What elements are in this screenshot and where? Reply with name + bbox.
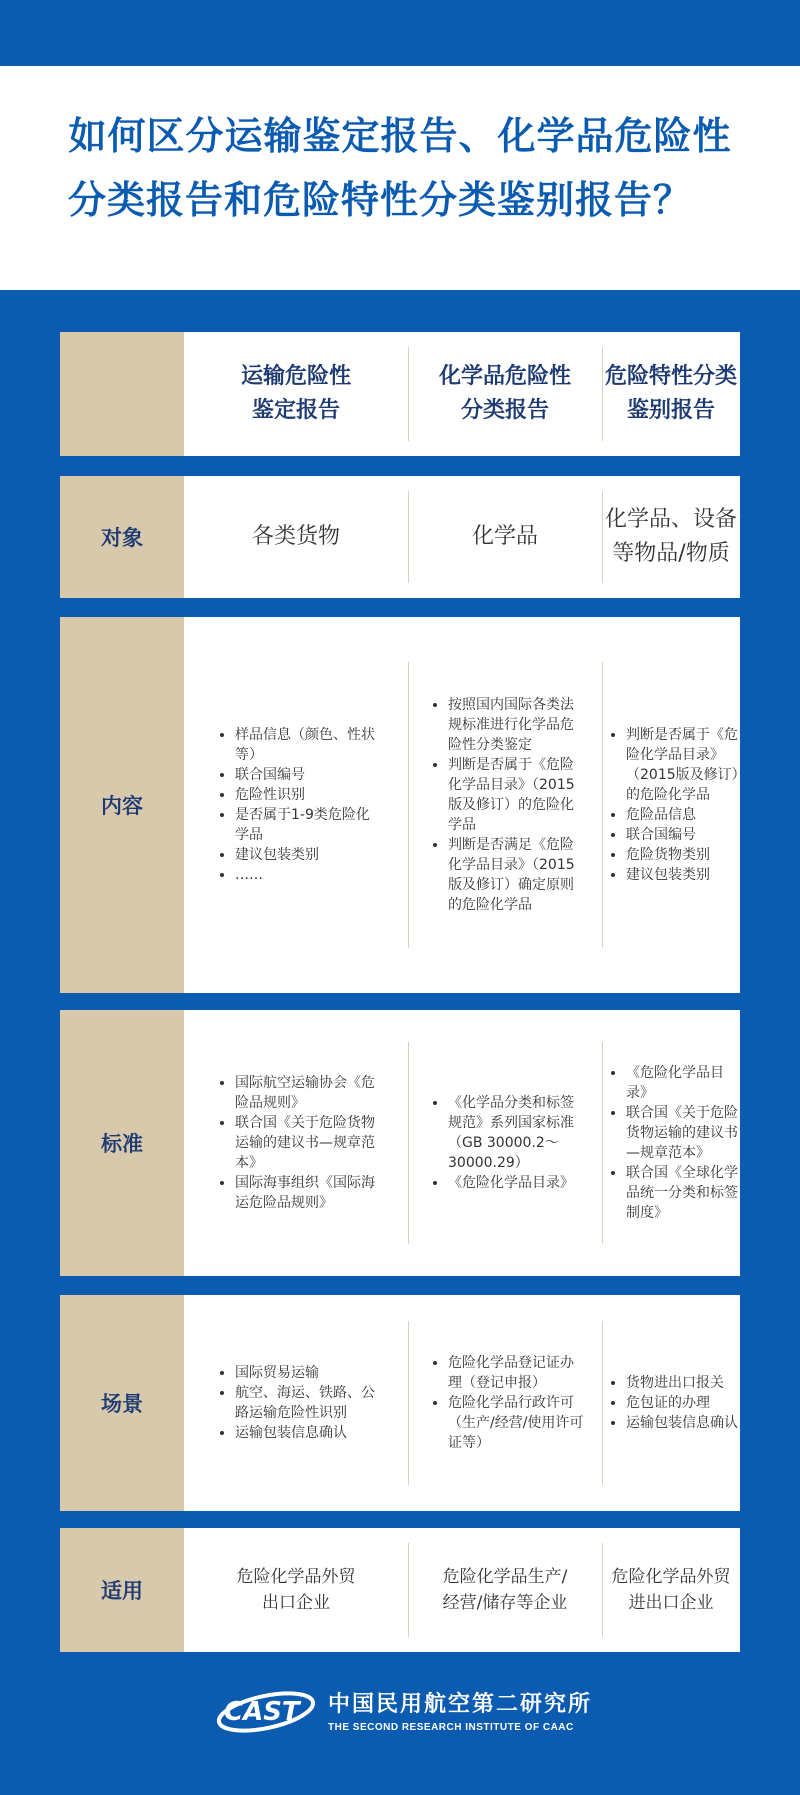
header-corner — [60, 332, 184, 456]
list-item: • 国际航空运输协会《危险品规则》 — [235, 1073, 381, 1113]
caac-logo-icon — [210, 1682, 320, 1738]
table-row-object — [60, 476, 740, 598]
scene-transport-list — [211, 1363, 381, 1443]
page-title — [40, 104, 760, 232]
table-row-apply — [60, 1528, 740, 1652]
list-item: • 按照国内国际各类法规标准进行化学品危险性分类鉴定 — [448, 695, 586, 755]
row-label: 场景 — [60, 1295, 184, 1511]
object-chemical: 化学品 — [471, 524, 538, 549]
content-transport-list — [211, 725, 381, 885]
object-hazard: 化学品、设备 等物品/物质 — [604, 507, 737, 566]
list-item: • 航空、海运、铁路、公路运输危险性识别 — [235, 1383, 381, 1423]
table-row-standard — [60, 1010, 740, 1276]
list-item: • 运输包装信息确认 — [235, 1423, 381, 1443]
list-item: • 危险化学品登记证办理（登记申报） — [448, 1353, 586, 1393]
row-label: 对象 — [60, 476, 184, 598]
list-item: • 国际贸易运输 — [235, 1363, 381, 1383]
table-row-content — [60, 617, 740, 993]
column-header-transport: 运输危险性 鉴定报告 — [240, 364, 351, 423]
scene-chemical-list — [424, 1353, 586, 1453]
content-chemical-list — [424, 695, 586, 915]
list-item: • 联合国《关于危险货物运输的建议书—规章范本》 — [626, 1103, 740, 1163]
list-item: • 国际海事组织《国际海运危险品规则》 — [235, 1173, 381, 1213]
org-name-en: THE SECOND RESEARCH INSTITUTE OF CAAC — [328, 1722, 574, 1733]
list-item: • 判断是否满足《危险化学品目录》（2015版及修订）确定原则的危险化学品 — [448, 835, 586, 915]
apply-hazard: 危险化学品外贸 进出口企业 — [611, 1567, 731, 1613]
list-item: • 《危险化学品目录》 — [626, 1063, 740, 1103]
list-item: • 是否属于1-9类危险化学品 — [235, 805, 381, 845]
list-item: • 判断是否属于《危险化学品目录》（2015版及修订）的危险化学品 — [448, 755, 586, 835]
scene-hazard-list — [602, 1373, 740, 1433]
apply-chemical: 危险化学品生产/ 经营/储存等企业 — [442, 1567, 568, 1613]
table-row-scene — [60, 1295, 740, 1511]
standard-chemical-list — [424, 1093, 586, 1193]
apply-transport: 危险化学品外贸 出口企业 — [236, 1567, 356, 1613]
logo-letters: CAST — [224, 1697, 300, 1727]
row-label: 适用 — [60, 1528, 184, 1652]
title-line-1: 如何区分运输鉴定报告、化学品危险性 — [68, 114, 732, 158]
list-item: • 运输包装信息确认 — [626, 1413, 740, 1433]
column-header-chemical: 化学品危险性 分类报告 — [438, 364, 571, 423]
list-item: • 联合国编号 — [235, 765, 381, 785]
list-item: • …… — [235, 865, 381, 885]
footer-logo — [210, 1680, 610, 1740]
list-item: • 货物进出口报关 — [626, 1373, 740, 1393]
list-item: • 样品信息（颜色、性状等） — [235, 725, 381, 765]
object-transport: 各类货物 — [251, 524, 340, 549]
list-item: • 建议包装类别 — [626, 865, 740, 885]
list-item: • 联合国《关于危险货物运输的建议书—规章范本》 — [235, 1113, 381, 1173]
title-line-2: 分类报告和危险特性分类鉴别报告？ — [67, 178, 692, 222]
list-item: • 判断是否属于《危险化学品目录》（2015版及修订）的危险化学品 — [626, 725, 740, 805]
list-item: • 建议包装类别 — [235, 845, 381, 865]
table-header-row — [60, 332, 740, 456]
org-name-cn: 中国民用航空第二研究所 — [328, 1692, 593, 1717]
column-header-hazard: 危险特性分类 鉴别报告 — [604, 364, 737, 423]
list-item: • 联合国《全球化学品统一分类和标签制度》 — [626, 1163, 740, 1223]
row-label: 内容 — [60, 617, 184, 993]
list-item: • 《化学品分类和标签规范》系列国家标准（GB 30000.2～30000.29） — [448, 1093, 586, 1173]
list-item: • 联合国编号 — [626, 825, 740, 845]
list-item: • 危包证的办理 — [626, 1393, 740, 1413]
list-item: • 《危险化学品目录》 — [448, 1173, 586, 1193]
list-item: • 危险品信息 — [626, 805, 740, 825]
row-label: 标准 — [60, 1010, 184, 1276]
content-hazard-list — [602, 725, 740, 885]
list-item: • 危险货物类别 — [626, 845, 740, 865]
list-item: • 危险化学品行政许可（生产/经营/使用许可证等） — [448, 1393, 586, 1453]
standard-hazard-list — [602, 1063, 740, 1223]
standard-transport-list — [211, 1073, 381, 1213]
list-item: • 危险性识别 — [235, 785, 381, 805]
